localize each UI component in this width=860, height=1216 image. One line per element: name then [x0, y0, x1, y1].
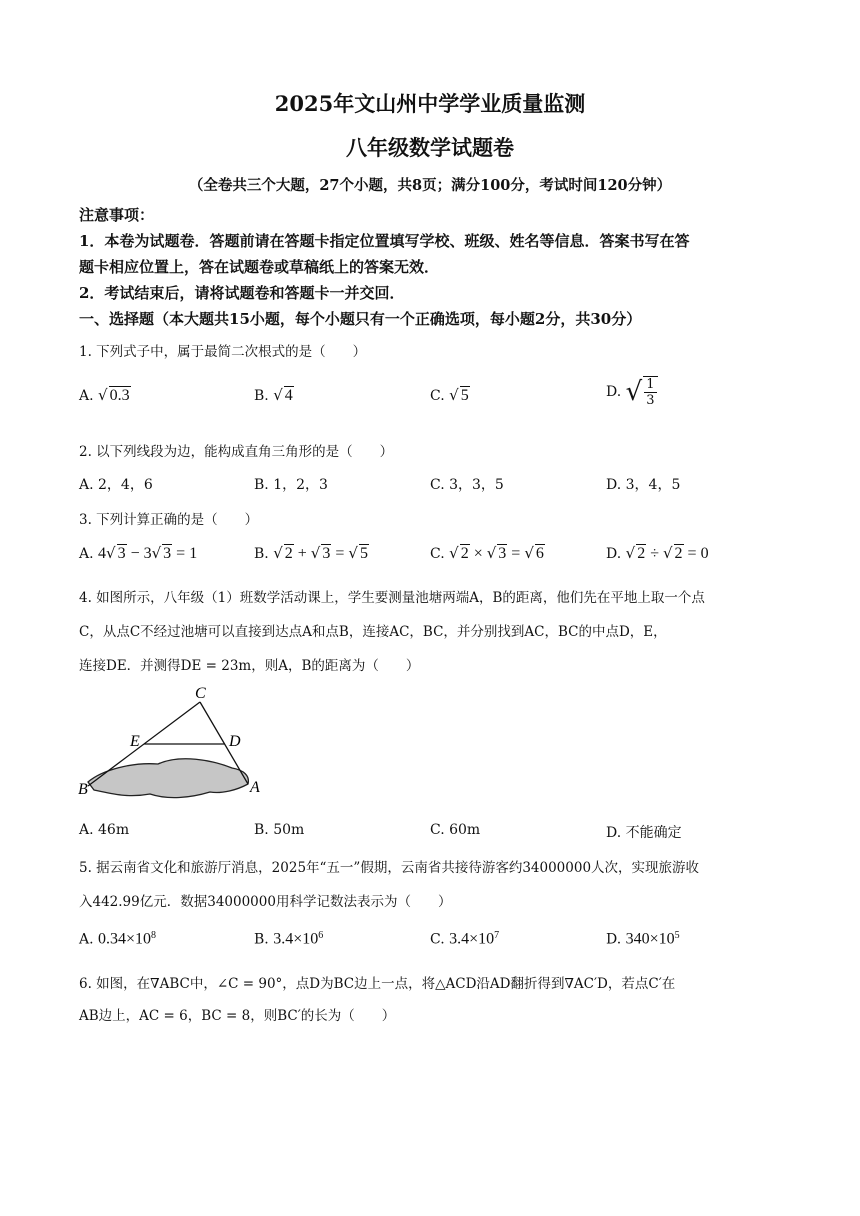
q5-option-c: C. $3.4\times 10^7$ [430, 930, 500, 948]
q3-stem: 3. 下列计算正确的是（ ） [79, 512, 259, 528]
notice-item-1-line-1: 1．本卷为试题卷．答题前请在答题卡指定位置填写学校、班级、姓名等信息．答案书写在答 [79, 232, 690, 250]
q6-line-1: 6. 如图，在∇ABC中，∠C = 90°，点D为BC边上一点，将△ACD沿AD翻折得到∇AC′D，若点C′在 [79, 976, 676, 992]
exam-title: 2025年文山州中学学业质量监测 [274, 91, 586, 116]
q2-option-d: D. 3，4，5 [606, 477, 681, 493]
q4-pond-figure [72, 684, 272, 800]
q1-option-c: C. √ 5 [430, 386, 469, 404]
q5-line-2: 入442.99亿元．数据34000000用科学记数法表示为（ ） [79, 894, 452, 910]
label-d: D [229, 733, 241, 750]
q2-option-b: B. 1，2，3 [254, 477, 328, 493]
q3-option-d: D. √ 2 ÷ √ 2 = 0 [606, 544, 709, 562]
q6-line-2: AB边上，AC = 6，BC = 8，则BC′的长为（ ） [79, 1008, 396, 1024]
q1-option-d: D. √ $\frac{1}{3}$ [606, 376, 658, 408]
label-a: A [250, 779, 260, 796]
q4-line-3: 连接DE．并测得DE = 23m，则A，B的距离为（ ） [79, 658, 420, 674]
q3-option-b: B. √ 2 + √ 3 = √ 5 [254, 544, 368, 562]
exam-info: （全卷共三个大题，27个小题，共8页；满分100分，考试时间120分钟） [188, 177, 672, 194]
section-1-heading: 一、选择题（本大题共15小题，每个小题只有一个正确选项，每小题2分，共30分） [79, 310, 642, 328]
q3-option-a: A. 4√ 3 − 3√ 3 = 1 [79, 544, 198, 562]
q5-option-b: B. $3.4\times 10^6$ [254, 930, 324, 948]
q5-line-1: 5. 据云南省文化和旅游厅消息，2025年“五一”假期，云南省共接待游客约34000000人次，实现旅游收 [79, 860, 700, 876]
q1-option-a: A. √ 0.3 [79, 386, 130, 404]
q4-option-b: B. 50m [254, 822, 305, 838]
q4-option-c: C. 60m [430, 822, 481, 838]
label-c: C [195, 685, 206, 702]
label-e: E [130, 733, 140, 750]
q4-line-1: 4. 如图所示，八年级（1）班数学活动课上，学生要测量池塘两端A，B的距离，他们先在平地上取一个点 [79, 590, 705, 606]
q2-stem: 2. 以下列线段为边，能构成直角三角形的是（ ） [79, 444, 394, 460]
q2-option-a: A. 2，4，6 [79, 477, 153, 493]
q1-option-b: B. √ 4 [254, 386, 293, 404]
q4-option-d: D. 不能确定 [606, 825, 682, 841]
q3-option-c: C. √ 2 × √ 3 = √ 6 [430, 544, 544, 562]
q4-line-2: C，从点C不经过池塘可以直接到达点A和点B，连接AC，BC，并分别找到AC，BC的中点D，E， [79, 624, 667, 640]
exam-subtitle: 八年级数学试题卷 [346, 135, 514, 160]
notice-item-2: 2．考试结束后，请将试题卷和答题卡一并交回． [79, 284, 405, 302]
notice-heading: 注意事项： [79, 206, 155, 224]
label-b: B [78, 781, 88, 798]
pond-shape [88, 759, 248, 798]
q2-option-c: C. 3，3，5 [430, 477, 504, 493]
q1-stem: 1. 下列式子中，属于最简二次根式的是（ ） [79, 344, 367, 360]
q5-option-d: D. $340\times 10^5$ [606, 930, 680, 948]
notice-item-1-line-2: 题卡相应位置上，答在试题卷或草稿纸上的答案无效． [79, 258, 440, 276]
q5-option-a: A. $0.34\times 10^8$ [79, 930, 157, 948]
q4-option-a: A. 46m [79, 822, 130, 838]
